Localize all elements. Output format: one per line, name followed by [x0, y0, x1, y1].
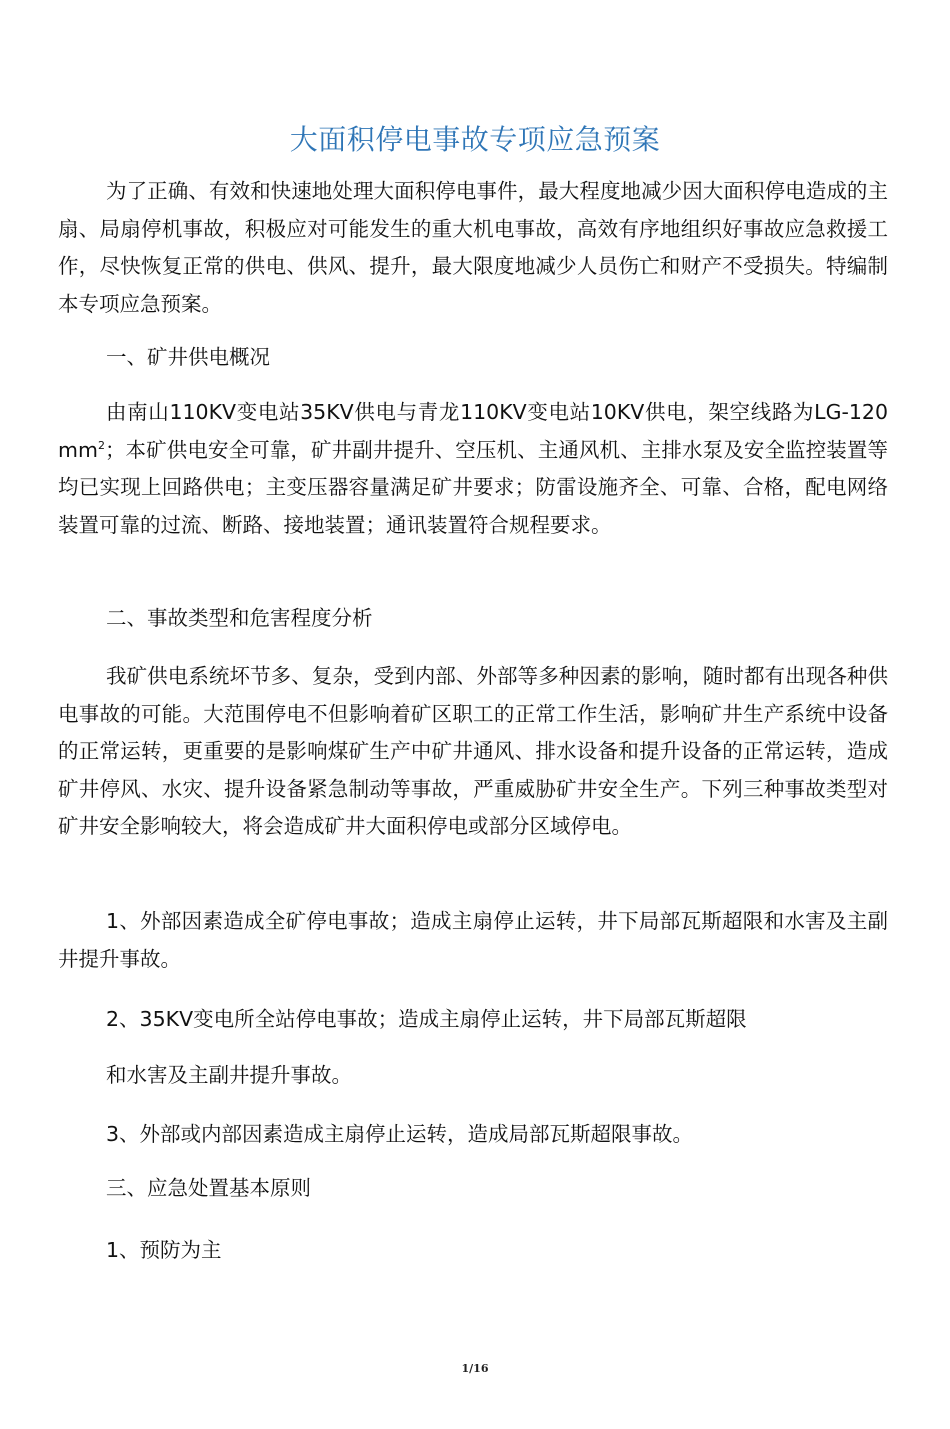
power-overview-text-b: ；本矿供电安全可靠，矿井副井提升、空压机、主通风机、主排水泵及安全监控装置等均已实现上回路供电；主变压器容量满足矿井要求；防雷设施齐全、可靠、合格，配电网络装置可靠的过流、断路、接地装置；通讯装置符合规程要求。 — [58, 437, 888, 537]
superscript-2: 2 — [97, 438, 105, 452]
accident-item-1: 1、外部因素造成全矿停电事故；造成主扇停止运转，井下局部瓦斯超限和水害及主副井提升事故。 — [58, 909, 888, 971]
accident-item-3: 3、外部或内部因素造成主扇停止运转，造成局部瓦斯超限事故。 — [106, 1122, 694, 1146]
document-title: 大面积停电事故专项应急预案 — [289, 123, 661, 156]
accident-item-2-line-1: 2、35KV变电所全站停电事故；造成主扇停止运转，井下局部瓦斯超限 — [106, 1007, 747, 1031]
power-overview-paragraph — [58, 394, 888, 544]
accident-types-paragraph: 我矿供电系统坏节多、复杂，受到内部、外部等多种因素的影响，随时都有出现各种供电事故的可能。大范围停电不但影响着矿区职工的正常工作生活，影响矿井生产系统中设备的正常运转，更重要的是影响煤矿生产中矿井通风、排水设备和提升设备的正常运转，造成矿井停风、水灾、提升设备紧急制动等事故，严重威胁矿井安全生产。下列三种事故类型对矿井安全影响较大，将会造成矿井大面积停电或部分区域停电。 — [58, 664, 888, 838]
accident-item-2-line-2: 和水害及主副井提升事故。 — [106, 1063, 352, 1087]
section-heading-principles: 三、应急处置基本原则 — [106, 1176, 311, 1200]
intro-paragraph: 为了正确、有效和快速地处理大面积停电事件，最大程度地减少因大面积停电造成的主扇、局扇停机事故，积极应对可能发生的重大机电事故，高效有序地组织好事故应急救援工作，尽快恢复正常的供电、供风、提升，最大限度地减少人员伤亡和财产不受损失。特编制本专项应急预案。 — [58, 179, 888, 316]
principle-item-1: 1、预防为主 — [106, 1238, 222, 1262]
page-number: 1/16 — [461, 1362, 489, 1375]
section-heading-power-overview: 一、矿井供电概况 — [106, 345, 270, 369]
power-overview-text-a: 由南山110KV变电站35KV供电与青龙110KV变电站10KV供电，架空线路为LG-120mm — [58, 400, 888, 462]
section-heading-accident-types: 二、事故类型和危害程度分析 — [106, 606, 373, 630]
